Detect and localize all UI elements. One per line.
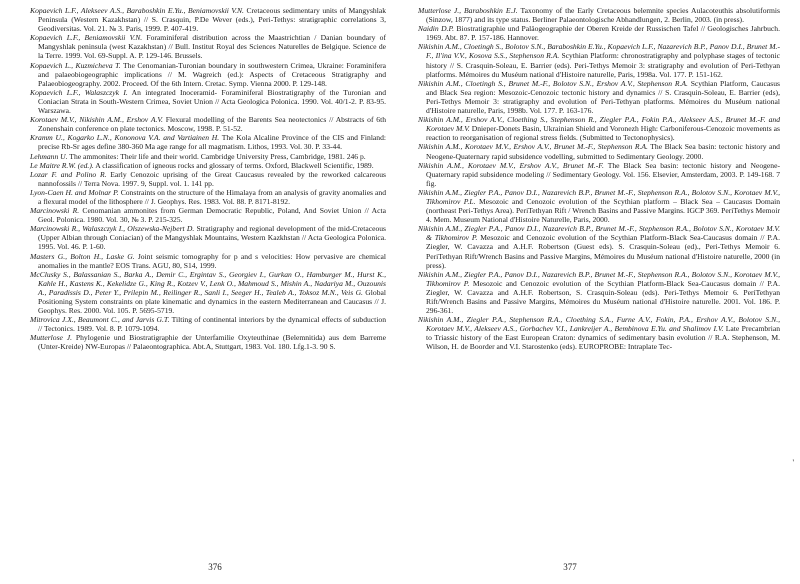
reference-entry <box>30 115 386 133</box>
reference-text: Taxonomy of the Early Cretaceous belemnite species Aulacoteuthis absolutiformis (Sinzow, 1877) and its type status. Berliner Palaeontologische Abhandlungen, 2. Berlin, 2003. (in press). <box>426 6 780 25</box>
reference-authors: Marcinowski R. <box>30 206 80 216</box>
reference-entry <box>418 79 780 115</box>
right-page <box>400 0 800 584</box>
reference-text: Flexural modelling of the Barents Sea neotectonics // Abstracts of 6th Zonenshain conference on plate tectonics. Moscow, 1998. P. 51-52. <box>38 115 386 134</box>
reference-authors: Lehmann U. <box>30 151 68 161</box>
reference-entry <box>418 161 780 188</box>
reference-text: Biostratigraphie und Paläogeographie der Oberen Kreide der Russischen Tafel // Geologisches Jahrbuch. 1969. Abt. 87. P. 157-186. Hannover. <box>426 24 780 43</box>
reference-entry <box>30 224 386 251</box>
reference-entry <box>30 6 386 33</box>
reference-entry <box>30 270 386 315</box>
reference-entry <box>30 88 386 115</box>
reference-entry <box>30 315 386 333</box>
reference-authors: Mutterlose J., Baraboshkin E.J. <box>418 6 518 15</box>
reference-entry <box>30 188 386 206</box>
reference-text: Constraints on the structure of the Himalaya from an analysis of gravity anomalies and a flexural model of the lithosphere // J. Geophys. Res. 1983. Vol. 88. P. 8171-8192. <box>38 187 386 206</box>
reference-entry <box>418 24 780 42</box>
reference-text: The Cenomanian-Turonian boundary in southwestern Crimea, Ukraine: Foraminifera and palaeobiogeographic implications // M. Wagreich (ed.): Aspects of Cretaceous Stratigraphy and Palaeobiogeography. 2002. Proceed. Of the 6th Intern. Cretac. Symp. Vienna 2000. P. 129-148. <box>38 60 386 88</box>
reference-authors: Masters G., Bolton H., Laske G. <box>30 251 135 261</box>
reference-text: The Black Sea basin: tectonic history and Neogene-Quaternary rapid subsidence vodelling, submitted to Sedimentary Geology. 2000. <box>426 142 780 161</box>
reference-authors: Marcinowski R., Walaszczyk I., Olszewska-Nejbert D. <box>30 224 195 234</box>
reference-text: Foraminiferal distribution across the Maastrichtian / Danian boundary of Mangyshlak peninsula (west Kazakhstan) // Bull. Institut Royal des Sciences Naturelles de Belgique. Science de la Terre. 1999. Vol. 69-Suppl. A. P. 129-146. Brussels. <box>38 33 386 61</box>
reference-entry <box>30 333 386 351</box>
reference-text: Mesozoic and Cenozoic evolution of the Scythian Platform-Black Sea-Caucasus domain // P.A. Ziegler, W. Cavazza and A.H.F. Robertson, S. Crasquin-Soleau (eds). Peri-Tethys Memoir 6. PeriTethyan Rift/Wrench Basins and Passive Margins, Mémoires du Muséum national d'Histoire naturelle. 2001. Vol. 186. P. 296-361. <box>426 278 780 316</box>
reference-text: Early Cenozoic uprising of the Great Caucasus revealed by the reworked calcareous nannofossils // Terra Nova. 1997. 9, Suppl. vol. 1. 141 pp. <box>38 169 386 188</box>
reference-authors: Nikishin A.M., Ziegler P.A., Panov D.I., Nazarevich B.P., Brunet M.-F., Stephenson R.A., Bolotov S.N., Korotaev M.V., Tikhomirov P.L. <box>418 187 780 206</box>
reference-authors: Mitrovica J.X., Beaumont C., and Jarvis G.T. <box>30 315 170 325</box>
reference-entry <box>30 206 386 224</box>
reference-text: Tilting of continental interiors by the dynamical effects of subduction // Tectonics. 1989. Vol. 8. P. 1079-1094. <box>38 315 386 334</box>
reference-entry <box>418 188 780 224</box>
reference-authors: Lozar F. and Polino R. <box>30 169 107 179</box>
reference-authors: Lyon-Caen H. and Molnar P. <box>30 187 119 197</box>
reference-text: Scythian Platform: chronostratigraphy and polyphase stages of tectonic history // S. Crasquin-Soleau, E. Barrier (eds). Peri-Tethys Memoir 3: stratigraphy and evolution of Peri-Tethyan platforms. Mémoires du Muséum national d'Histoire naturelle, Paris, 1998a. Vol. 177. P. 151-162. <box>426 51 781 79</box>
reference-entry <box>30 161 386 170</box>
reference-text: A classification of igneous rocks and glossary of terms. Oxford, Blackwell Scientific, 1989. <box>93 160 374 170</box>
reference-entry <box>418 224 780 269</box>
page-number: 376 <box>208 562 222 572</box>
reference-entry <box>418 270 780 315</box>
reference-text: Mesozoic and Cenozoic evolution of the Scythian platform – Black Sea – Caucasus Domain (northeast Peri-Tethys Area). PeriTethyan Rift / Wrench Basins and Passive Margins. IGCP 369. PeriTethys Memoir 4. Mem. Museum National d'Histoire Naturelle, Paris, 2000. <box>426 196 781 225</box>
reference-authors: Kramm U., Kogarko L.N., Kononova V.A. and Vartiainen H. <box>30 133 220 143</box>
reference-authors: Nikishin A.M., Korotaev M.V., Ershov A.V., Brunet M.-F. <box>418 160 604 170</box>
page-number: 377 <box>563 562 577 572</box>
reference-text: An integrated Inoceramid- Foraminiferal Biostratigraphy of the Turonian and Coniacian Strata in South-Western Crimea, Soviet Union // Acta Geologica Polonica. 1990. Vol. 40/1-2. P. 83-95. Warszawa. <box>38 87 387 116</box>
reference-text: Phylogenie und Biostratigraphie der Unterfamilie Oxyteuthinae (Belemnitida) aus dem Barreme (Unter-Kreide) NW-Europas // Palaeontographica. Abt.A, Stuttgart, 1983. Vol. 180. Lfg.1-3. 90 S. <box>38 333 386 352</box>
reference-authors: Mutterlose J. <box>30 333 73 343</box>
reference-authors: Nikishin A.M., Ziegler P.A., Panov D.I., Nazarevich B.P., Brunet M.-F., Stephenson R.A., Bolotov S.N., Korotaev M.V. & Tikhomirov P. <box>418 224 780 243</box>
reference-list <box>418 6 780 352</box>
reference-entry <box>418 315 780 351</box>
reference-authors: Kopaevich L.F., Walaszczyk I. <box>30 87 128 97</box>
reference-authors: Le Maitre R.W. (ed.). <box>30 160 94 170</box>
reference-entry <box>418 115 780 142</box>
reference-authors: Nikishin A.M., Ershov A.V., Cloething S., Stephenson R., Ziegler P.A., Fokin P.A., Alekseev A.S., Brunet M.-F. and Korotaev M.V. <box>418 115 780 134</box>
reference-entry <box>418 6 780 24</box>
reference-text: Cretaceous sedimentary units of Mangyshlak Peninsula (Western Kazakhstan) // S. Crasquin, P.De Wever (eds.), Peri-Tethys: stratigraphic correlations 3, Geodiversitas. Vol. 21. № 3. Paris, 1999. P. 407-419. <box>38 6 386 34</box>
reference-list <box>30 6 386 352</box>
reference-text: Joint seismic tomography for p and s velocities: How pervasive are chemical anomalies in the mantle? EOS Trans. AGU, 80, S14, 1999. <box>38 251 386 270</box>
reference-authors: Nikishin A.M., Cloetingh S., Bolotov S.N., Baraboshkin E.Yu., Kopaevich L.F., Nazarevich B.P., Panov D.I., Brunet M.-F., Il'ina V.V., Kosova S.S., Stephenson R.A. <box>418 42 780 61</box>
reference-authors: Kopaevich L.F., Beniamovskii V.N. <box>30 33 143 43</box>
reference-entry <box>30 33 386 60</box>
reference-text: The Black Sea basin: tectonic history and Neogene-Quaternary rapid subsidence modeling // Sedimentary Geology. Vol. 156. Elsevier, Amsterdam, 2003. P. 149-168. 7 fig. <box>426 160 780 188</box>
reference-text: Scythian Platform, Caucasus and Black Sea region: Mesozoic-Cenozoic tectonic history and dynamics // S. Crasquin-Soleau, E. Barrier (eds), Peri-Tethys Memoir 3: stratigraphy and evolution of Peri-Tethyan platforms. Mémoires du Muséum national d'Histoire naturelle, Paris, 1998b. Vol. 177. P. 163-176. <box>426 78 780 116</box>
reference-entry <box>30 133 386 151</box>
reference-text: The Kola Alcaline Province of the CIS and Finland: precise Rb-Sr ages define 380-360 Ma age range for all magmatism. Lithos, 1993. Vol. 30. P. 33-44. <box>38 133 386 152</box>
reference-entry <box>30 170 386 188</box>
reference-authors: Korotaev M.V., Nikishin A.M., Ershov A.V. <box>30 115 163 125</box>
reference-entry <box>30 61 386 88</box>
reference-entry <box>30 152 386 161</box>
reference-authors: Naidin D.P. <box>418 24 455 34</box>
reference-text: The ammonites: Their life and their world. Cambridge University Press, Cambridge, 1981. 246 p. <box>67 151 366 161</box>
reference-authors: McClusky S., Balassanian S., Barka A., Demir C., Ergintav S., Georgiev I., Gurkan O., Hamburger M., Hurst K., Kahle H., Kastens K., Kekelidze G., King R., Kotzev V., Lenk O., Mahmoud S., Mishin A., Nadariya M., Ouzounis A., Paradissis D., Peter Y., Prilepin M., Reilinger R., Sanli I., Seeger H., Tealeb A., Toksoz M.N., Veis G. <box>30 269 386 297</box>
reference-authors: Nikishin A.M., Ziegler P.A., Panov D.I., Nazarevich B.P., Brunet M.-F., Stephenson R.A., Bolotov S.N., Korotaev M.V., Tikhomirov P. <box>418 269 780 288</box>
reference-text: Dnieper-Donets Basin, Ukrainian Shield and Voronezh High: Carboniferous-Cenozoic movements as reaction to reorganisation of regional stress fields. (Submitted to Tectonophysics). <box>426 124 780 143</box>
reference-authors: Kopaevich L.F., Alekseev A.S., Baraboshkin E.Yu., Beniamovskii V.N. <box>30 6 244 15</box>
reference-entry <box>418 142 780 160</box>
reference-entry <box>30 252 386 270</box>
reference-text: Mesozoic and Cenozoic evolution of the Scythian Platform-Black Sea-Caucasus domain // P.A. Ziegler, W. Cavazza and A.H.F. Robertson (Guest eds). S. Crasquin-Soleau (ed)., Peri-Tethys Memoir 6. PeriTethyan Rift/Wrench Basins and Passive Margins, Mémoires du Muséum national d'Histoire naturelle, 2000 (in press). <box>426 233 780 270</box>
reference-authors: Kopaevich L., Kuzmicheva T. <box>30 60 121 70</box>
reference-text: Late Precambrian to Triassic history of the East European Craton: dynamics of sedimentary basin evolution // R.A. Stephenson, M. Wilson, H. de Boorder and V.I. Starostenko (eds). EUROPROBE: Intraplate Tec- <box>426 324 780 352</box>
reference-authors: Nikishin A.M., Korotaev M.V., Ershov A.V., Brunet M.-F., Stephenson R.A. <box>418 142 648 152</box>
reference-entry <box>418 42 780 78</box>
reference-text: Stratigraphy and regional development of the mid-Cretaceous (Upper Albian through Coniacian) of the Mangyshlak Mountains, Western Kazkhstan // Acta Geologica Polonica. 1995. Vol. 46. P. 1-60. <box>38 224 387 252</box>
reference-authors: Nikishin A.M., Ziegler P.A., Stephenson R.A., Cloething S.A., Furne A.V., Fokin, P.A., Ershov A.V., Bolotov S.N., Korotaev M.V., Alekseev A.S., Gorbachev V.I., Lankreijer A., Bembinova E.Yu. and Shalimov I.V. <box>418 315 780 334</box>
reference-authors: Nikishin A.M., Cloetingh S., Brunet M.-F., Bolotov S.N., Ershov A.V., Stephenson R.A. <box>418 78 688 88</box>
reference-text: Global Positioning System constraints on plate kinematic and dynamics in the eastern Mediterranean and Caucasus // J. Geophys. Res. 2000. Vol. 105. P. 5695-5719. <box>38 287 386 316</box>
margin-mark: ' <box>792 458 794 467</box>
reference-text: Cenomanian ammonites from German Democratic Republic, Poland, And Soviet Union // Acta Geol. Polonica. 1980. Vol. 30, № 3. P. 215-325. <box>38 206 386 225</box>
